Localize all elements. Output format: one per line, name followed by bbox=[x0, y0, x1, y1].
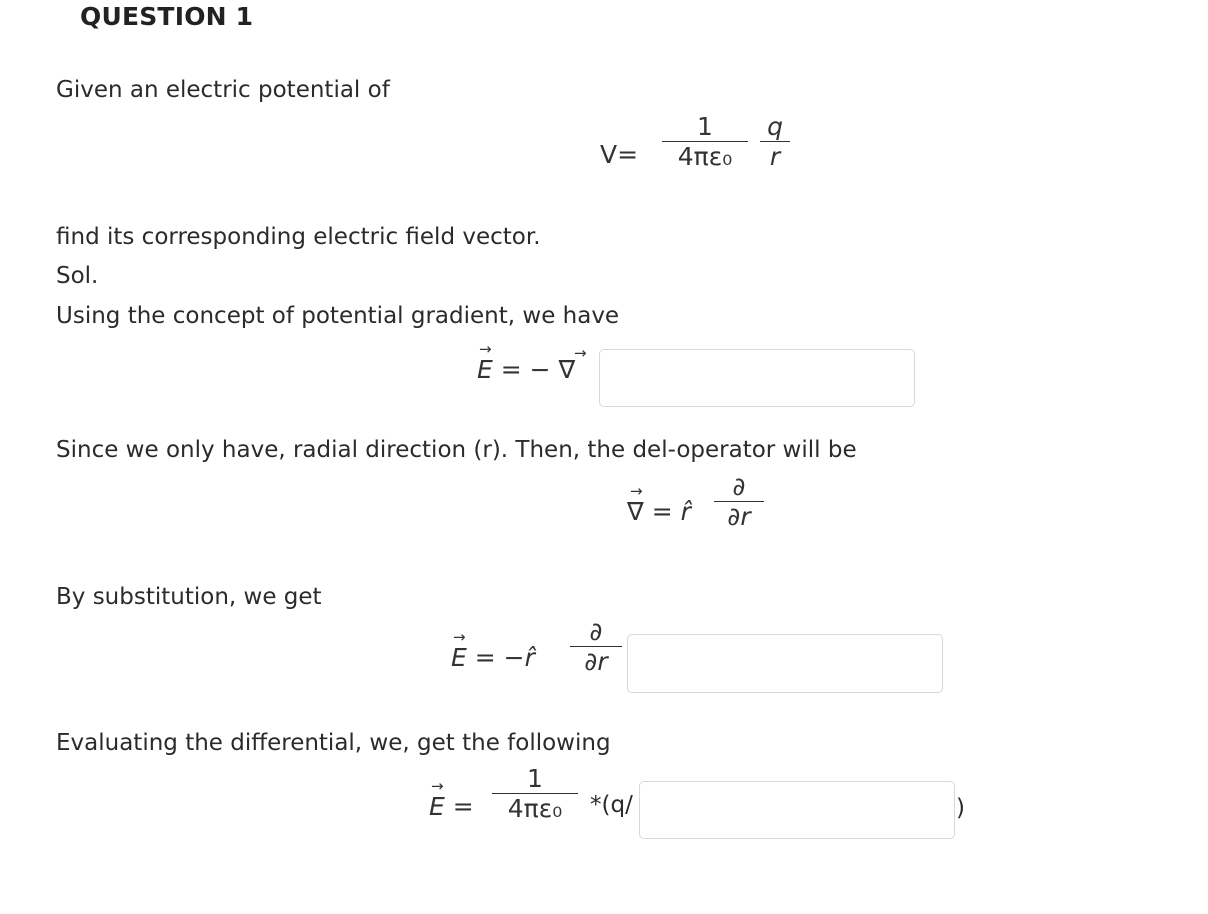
gradient-rhs: = − ∇ bbox=[500, 355, 576, 384]
substitution-fraction bbox=[570, 617, 622, 676]
sol-label: Sol. bbox=[56, 263, 99, 289]
vector-E: → E bbox=[477, 355, 493, 384]
gradient-formula bbox=[477, 355, 575, 384]
potential-fraction-2 bbox=[760, 112, 790, 171]
intro-text: Given an electric potential of bbox=[56, 77, 390, 103]
final-prefix: *(q/ bbox=[590, 792, 633, 818]
fraction-numerator: 1 bbox=[527, 764, 543, 793]
fraction-denominator: 4πε₀ bbox=[677, 142, 733, 171]
answer-input-1[interactable] bbox=[599, 349, 915, 407]
del-rhs: = r̂ bbox=[651, 497, 691, 526]
question-title: QUESTION 1 bbox=[80, 2, 254, 31]
substitution-formula bbox=[451, 643, 535, 672]
vector-E: → E bbox=[451, 643, 467, 672]
since-text: Since we only have, radial direction (r). Then, the del-operator will be bbox=[56, 437, 857, 463]
vector-nabla: → ∇ bbox=[627, 497, 644, 526]
del-formula bbox=[627, 497, 691, 526]
substitution-rhs: = −r̂ bbox=[474, 643, 535, 672]
fraction-numerator: ∂ bbox=[589, 617, 603, 646]
answer-input-3[interactable] bbox=[639, 781, 955, 839]
potential-fraction-1 bbox=[662, 112, 748, 171]
fraction-denominator: ∂r bbox=[584, 647, 608, 676]
final-equals: = bbox=[452, 792, 474, 821]
fraction-denominator: 4πε₀ bbox=[507, 794, 563, 823]
evaluating-text: Evaluating the differential, we, get the following bbox=[56, 730, 611, 756]
by-substitution-text: By substitution, we get bbox=[56, 584, 322, 610]
fraction-numerator: ∂ bbox=[732, 472, 746, 501]
answer-input-2[interactable] bbox=[627, 634, 943, 693]
fraction-numerator: q bbox=[767, 112, 783, 141]
fraction-denominator: r bbox=[769, 142, 781, 171]
vector-E: → E bbox=[429, 792, 445, 821]
nabla-arrow: → bbox=[574, 344, 587, 362]
del-fraction bbox=[714, 472, 764, 531]
final-lhs bbox=[429, 792, 474, 821]
fraction-denominator: ∂r bbox=[727, 502, 751, 531]
final-fraction bbox=[492, 764, 578, 823]
potential-lhs: V= bbox=[600, 140, 639, 169]
final-suffix: ) bbox=[956, 795, 965, 821]
using-text: Using the concept of potential gradient, we have bbox=[56, 303, 620, 329]
fraction-numerator: 1 bbox=[697, 112, 713, 141]
find-text: find its corresponding electric field vector. bbox=[56, 224, 541, 250]
